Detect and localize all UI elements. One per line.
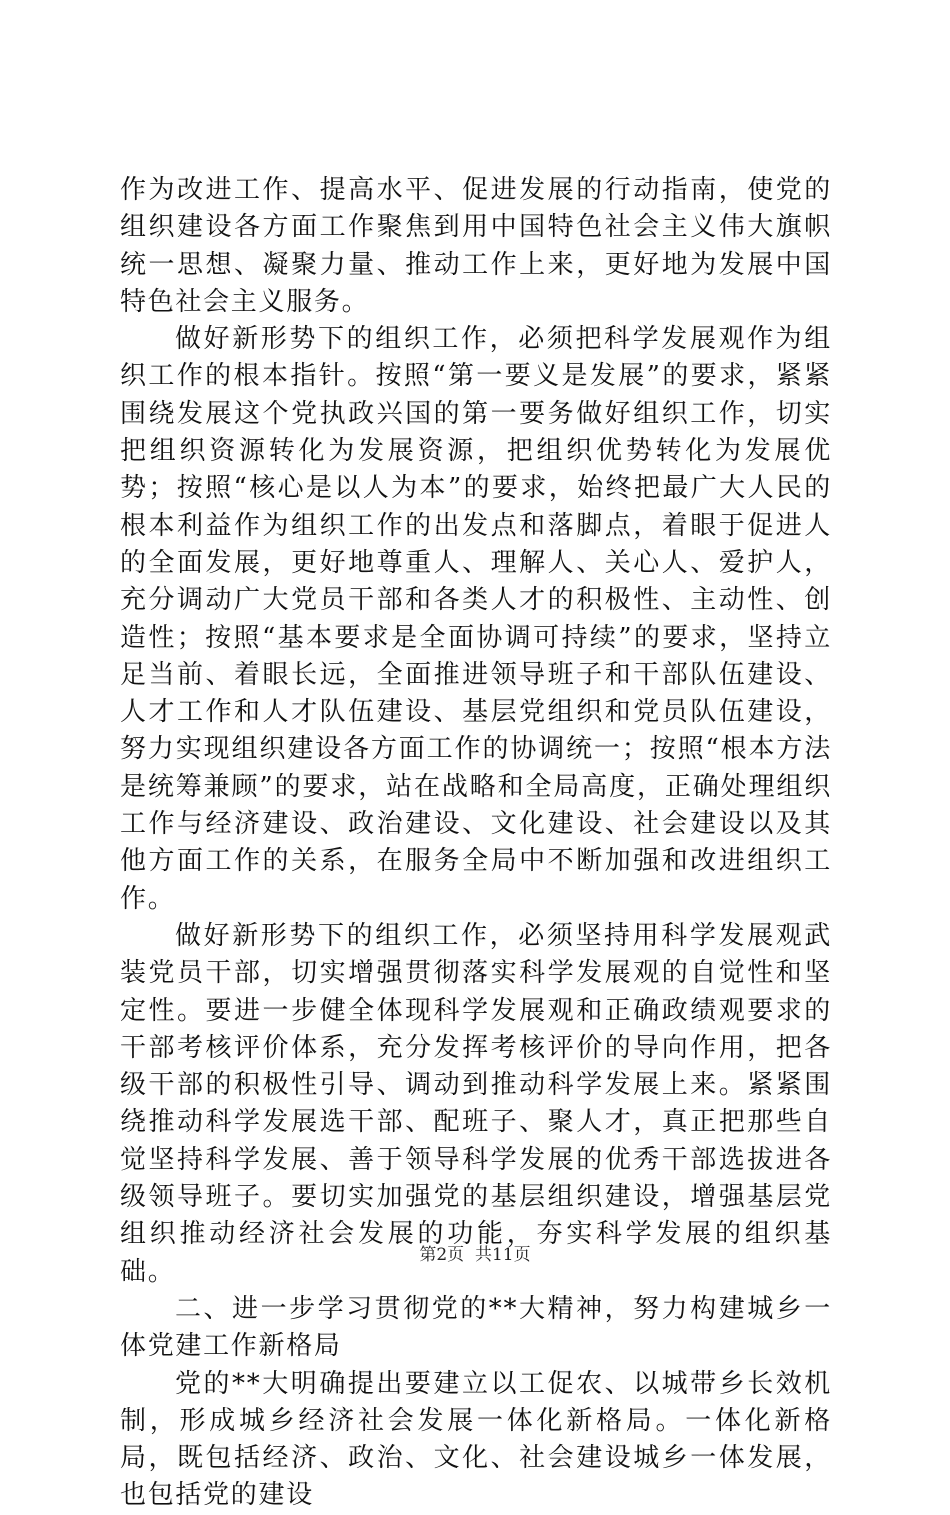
document-body bbox=[120, 172, 832, 1515]
paragraph-1: 作为改进工作、提高水平、促进发展的行动指南，使党的组织建设各方面工作聚焦到用中国特色社会主义伟大旗帜统一思想、凝聚力量、推动工作上来，更好地为发展中国特色社会主义服务。 bbox=[120, 175, 832, 317]
paragraph-3: 做好新形势下的组织工作，必须坚持用科学发展观武装党员干部，切实增强贯彻落实科学发展观的自觉性和坚定性。要进一步健全体现科学发展观和正确政绩观要求的干部考核评价体系，充分发挥考核评价的导向作用，把各级干部的积极性引导、调动到推动科学发展上来。紧紧围绕推动科学发展选干部、配班子、聚人才，真正把那些自觉坚持科学发展、善于领导科学发展的优秀干部选拔进各级领导班子。要切实加强党的基层组织建设，增强基层党组织推动经济社会发展的功能，夯实科学发展的组织基础。 bbox=[120, 920, 832, 1287]
page-number: 第2页 共11页 bbox=[419, 1245, 531, 1265]
section-heading: 二、进一步学习贯彻党的**大精神，努力构建城乡一体党建工作新格局 bbox=[120, 1293, 832, 1362]
page-footer bbox=[0, 1240, 950, 1265]
paragraph-4: 党的**大明确提出要建立以工促农、以城带乡长效机制，形成城乡经济社会发展一体化新格局。一体化新格局，既包括经济、政治、文化、社会建设城乡一体发展，也包括党的建设 bbox=[120, 1368, 832, 1511]
paragraph-2: 做好新形势下的组织工作，必须把科学发展观作为组织工作的根本指针。按照“第一要义是发展”的要求，紧紧围绕发展这个党执政兴国的第一要务做好组织工作，切实把组织资源转化为发展资源，把组织优势转化为发展优势；按照“核心是以人为本”的要求，始终把最广大人民的根本利益作为组织工作的出发点和落脚点，着眼于促进人的全面发展，更好地尊重人、理解人、关心人、爱护人，充分调动广大党员干部和各类人才的积极性、主动性、创造性；按照“基本要求是全面协调可持续”的要求，坚持立足当前、着眼长远，全面推进领导班子和干部队伍建设、人才工作和人才队伍建设、基层党组织和党员队伍建设，努力实现组织建设各方面工作的协调统一；按照“根本方法是统筹兼顾”的要求，站在战略和全局高度，正确处理组织工作与经济建设、政治建设、文化建设、社会建设以及其他方面工作的关系，在服务全局中不断加强和改进组织工作。 bbox=[120, 324, 832, 914]
